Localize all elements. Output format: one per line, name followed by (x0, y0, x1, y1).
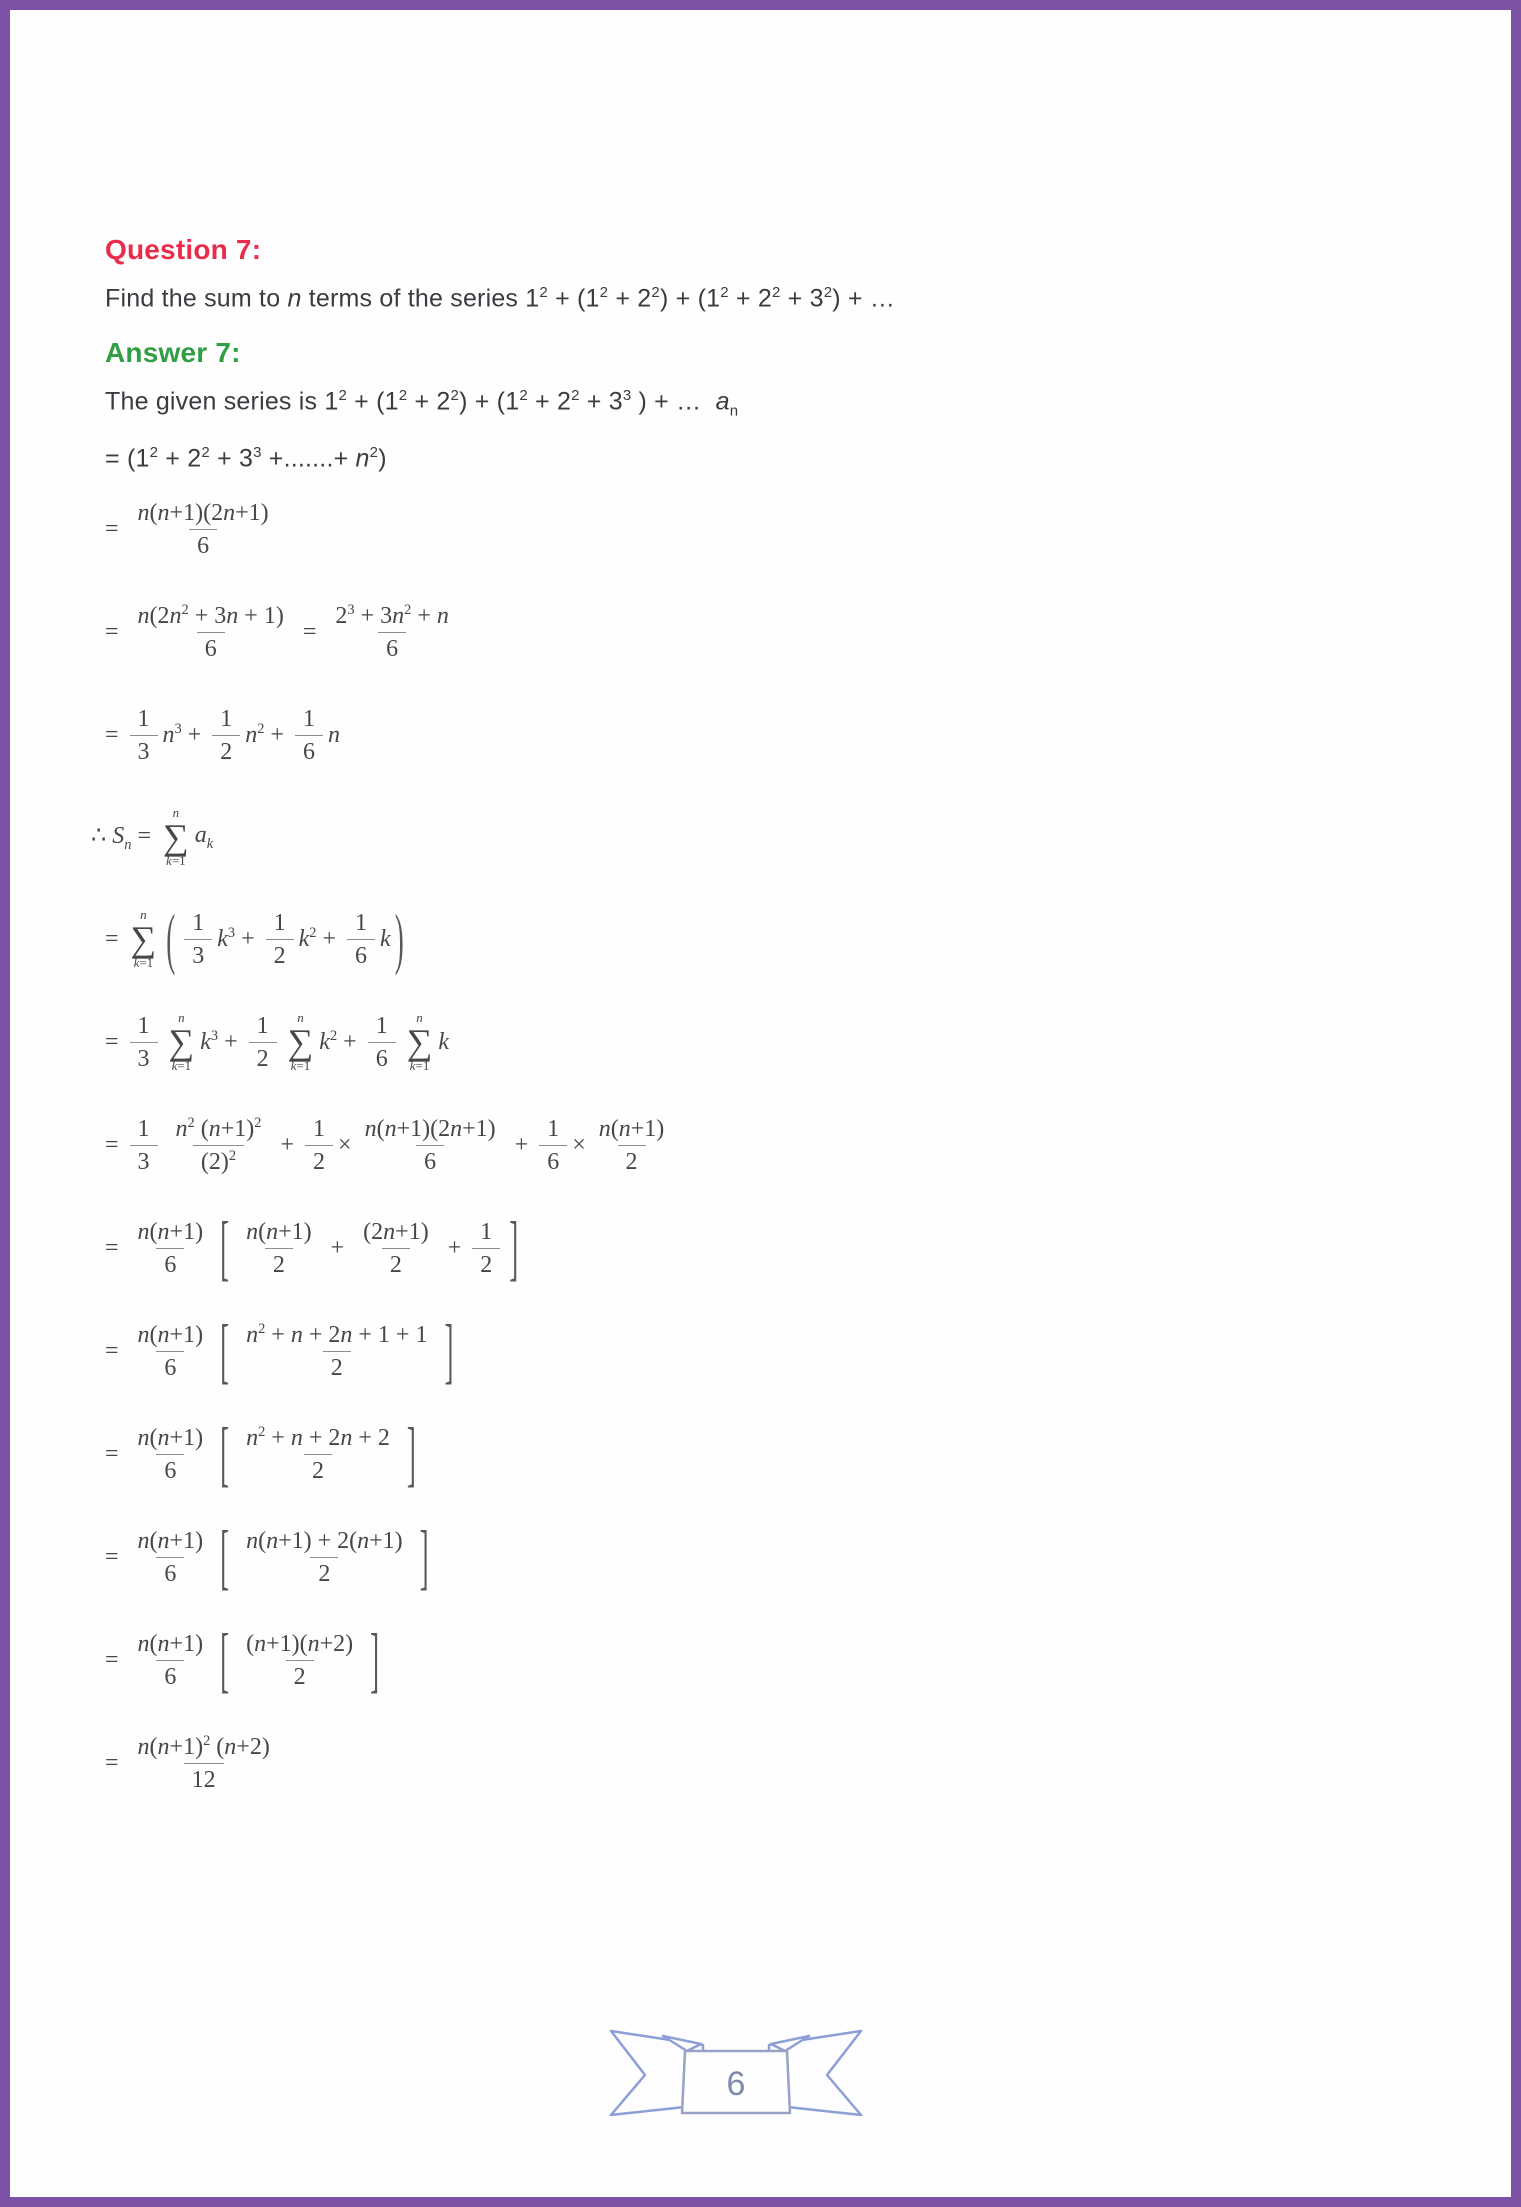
math-run: $n^2$ + (245, 721, 291, 749)
math-run: + (324, 1234, 351, 1261)
math-run: $k^3$ + (200, 1028, 244, 1056)
big-bracket: ] (406, 1412, 416, 1494)
answer-heading: Answer 7: (105, 337, 241, 369)
math-run: = (105, 721, 125, 748)
summation: n ∑ k=1 (168, 1009, 195, 1074)
fraction: $\frac{1}{6}$ (295, 703, 323, 768)
big-bracket: [ (220, 1206, 230, 1288)
math-run: × (572, 1131, 586, 1158)
fraction: $\frac{1}{2}$ (249, 1010, 277, 1075)
fraction: $\frac{1}{2}$ (472, 1216, 500, 1281)
fraction: $\frac{n(n+1) + 2(n+1)}{2}$ (238, 1525, 411, 1590)
math-run: ∴ $S_n$ = (91, 822, 158, 853)
math-run: = (105, 1749, 125, 1776)
math-run: n (328, 721, 341, 748)
math-run: k (438, 1028, 450, 1055)
given-series-line: The given series is $1^2 + (1^2 + 2^2) + (1^2 + 2^2 + 3^3$ ) + … $a_n$ (105, 387, 739, 420)
fraction: $\frac{n(n+1)}{6}$ (130, 1216, 212, 1281)
fraction: $\frac{n(2n^2 + 3n + 1)}{6}$ (130, 600, 292, 665)
summation: n ∑ k=1 (130, 906, 157, 971)
equation-line-7 (105, 1113, 1441, 1178)
math-run: $k^2$ + (319, 1028, 363, 1056)
summation: n ∑ k=1 (163, 804, 189, 869)
summation: n ∑ k=1 (287, 1009, 314, 1074)
math-run: = (105, 1337, 125, 1364)
fraction: $\frac{1}{6}$ (347, 907, 375, 972)
equation-line-5 (105, 900, 1441, 976)
big-bracket: ) (394, 900, 404, 976)
math-run: = (105, 1028, 125, 1055)
equation-line-13 (105, 1731, 1441, 1796)
big-bracket: ] (370, 1618, 380, 1700)
fraction: $\frac{1}{6}$ (368, 1010, 396, 1075)
fraction: $\frac{1}{3}$ (130, 703, 158, 768)
fraction: $\frac{1}{3}$ (130, 1010, 158, 1075)
fraction: $\frac{1}{3}$ (184, 907, 212, 972)
equation-line-4 (91, 806, 1441, 869)
page-number-ribbon (601, 2023, 871, 2127)
page-number: 6 (726, 2065, 745, 2103)
math-run: $k^3$ + (217, 925, 261, 953)
fraction: $\frac{n(n+1)}{6}$ (130, 1422, 212, 1487)
summation: n ∑ k=1 (406, 1009, 433, 1074)
big-bracket: [ (220, 1309, 230, 1391)
big-bracket: ] (444, 1309, 454, 1391)
math-run: = (105, 925, 125, 952)
math-run: × (338, 1131, 352, 1158)
math-run: = (105, 1543, 125, 1570)
math-run: + (508, 1131, 535, 1158)
fraction: $\frac{n(n+1)}{6}$ (130, 1319, 212, 1384)
math-run: $n^3$ + (162, 721, 208, 749)
math-run: = (105, 1131, 125, 1158)
equation-line-9 (105, 1309, 1441, 1391)
fraction: $\frac{n(n+1)}{6}$ (130, 1525, 212, 1590)
expanded-series-line: = ($1^2 + 2^2 + 3^3$ +.......+ $n^2$) (105, 443, 387, 472)
equation-line-1 (105, 497, 1441, 562)
fraction: $\frac{1}{3}$ (130, 1113, 158, 1178)
equation-line-8 (105, 1206, 1441, 1288)
fraction: $\frac{1}{2}$ (305, 1113, 333, 1178)
fraction: $\frac{1}{6}$ (539, 1113, 567, 1178)
big-bracket: [ (220, 1412, 230, 1494)
question-text: Find the sum to n terms of the series $1^2 + (1^2 + 2^2) + (1^2 + 2^2 + 3^2)$ + … (105, 284, 896, 313)
math-run: + (441, 1234, 468, 1261)
math-run: = (105, 1234, 125, 1261)
fraction: $\frac{2^3 + 3n^2 + n}{6}$ (327, 600, 457, 665)
fraction: $\frac{n(n+1)}{6}$ (130, 1628, 212, 1693)
big-bracket: ( (166, 900, 176, 976)
fraction: $\frac{n(n+1)(2n+1)}{6}$ (130, 497, 277, 562)
math-run: = (105, 618, 125, 645)
fraction: $\frac{n^2 (n+1)^2}{(2)^2}$ (168, 1113, 270, 1178)
big-bracket: ] (419, 1515, 429, 1597)
equation-line-6 (105, 1010, 1441, 1075)
equation-line-12 (105, 1618, 1441, 1700)
math-run: = (296, 618, 323, 645)
fraction: $\frac{n(n+1)(2n+1)}{6}$ (357, 1113, 504, 1178)
math-run: $k^2$ + (298, 925, 343, 953)
fraction: $\frac{n(n+1)}{2}$ (238, 1216, 320, 1281)
big-bracket: ] (509, 1206, 519, 1288)
math-run: = (105, 1646, 125, 1673)
fraction: $\frac{n(n+1)^2 (n+2)}{12}$ (130, 1731, 278, 1796)
math-run: + (274, 1131, 301, 1158)
fraction: $\frac{1}{2}$ (212, 703, 240, 768)
math-run: = (105, 1440, 125, 1467)
equation-line-3 (105, 703, 1441, 768)
question-heading: Question 7: (105, 234, 262, 265)
math-run: = (105, 515, 125, 542)
math-run: k (380, 925, 391, 952)
big-bracket: [ (220, 1515, 230, 1597)
fraction: $\frac{n^2 + n + 2n + 2}{2}$ (238, 1422, 398, 1487)
equation-line-2 (105, 600, 1441, 665)
math-run: $a_k$ (194, 821, 214, 852)
page-content (91, 234, 1441, 1796)
fraction: $\frac{n^2 + n + 2n + 1 + 1}{2}$ (238, 1319, 435, 1384)
equation-line-10 (105, 1412, 1441, 1494)
fraction: $\frac{1}{2}$ (266, 907, 294, 972)
equation-line-11 (105, 1515, 1441, 1597)
fraction: $\frac{(n+1)(n+2)}{2}$ (238, 1628, 361, 1693)
fraction: $\frac{(2n+1)}{2}$ (355, 1216, 437, 1281)
big-bracket: [ (220, 1618, 230, 1700)
fraction: $\frac{n(n+1)}{2}$ (591, 1113, 673, 1178)
